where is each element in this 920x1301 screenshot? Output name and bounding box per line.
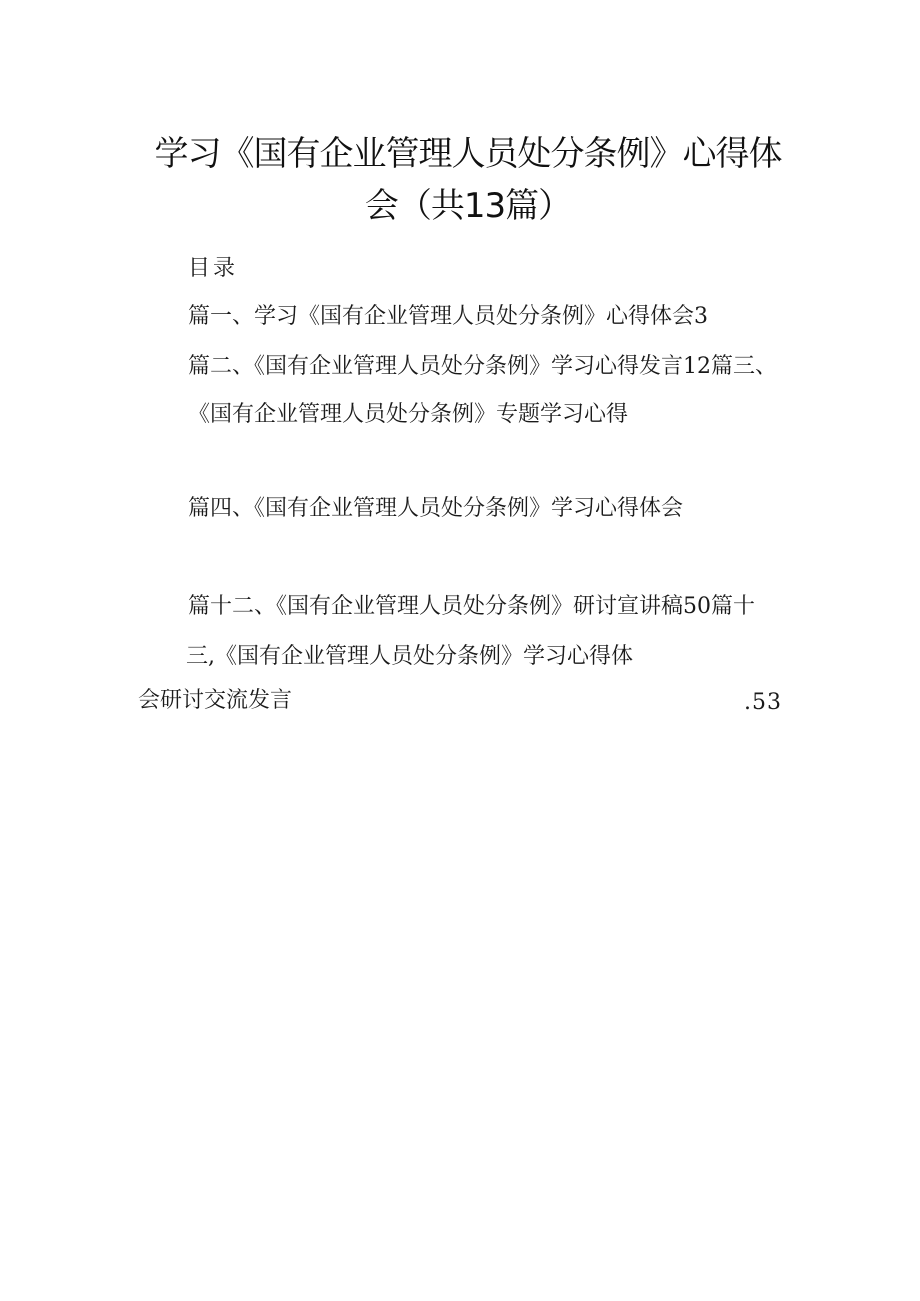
toc-line: 篇一、学习《国有企业管理人员处分条例》心得体会3 (188, 304, 708, 329)
document-title (100, 128, 836, 232)
toc-heading: 目录 (188, 256, 239, 281)
toc-line: 篇四、《国有企业管理人员处分条例》学习心得体会 (188, 496, 684, 521)
toc-line: 篇二、《国有企业管理人员处分条例》学习心得发言12篇三、 (188, 354, 777, 379)
toc-line: 会研讨交流发言 (138, 688, 293, 713)
toc-line: 《国有企业管理人员处分条例》专题学习心得 (188, 402, 629, 427)
title-line-2: 会（共13篇） (364, 186, 572, 226)
toc-page-number: .53 (744, 690, 782, 715)
toc-line: 篇十二、《国有企业管理人员处分条例》研讨宣讲稿50篇十 (188, 594, 755, 619)
toc-line: 三,《国有企业管理人员处分条例》学习心得体 (186, 644, 633, 669)
title-line-1: 学习《国有企业管理人员处分条例》心得体 (154, 134, 782, 174)
